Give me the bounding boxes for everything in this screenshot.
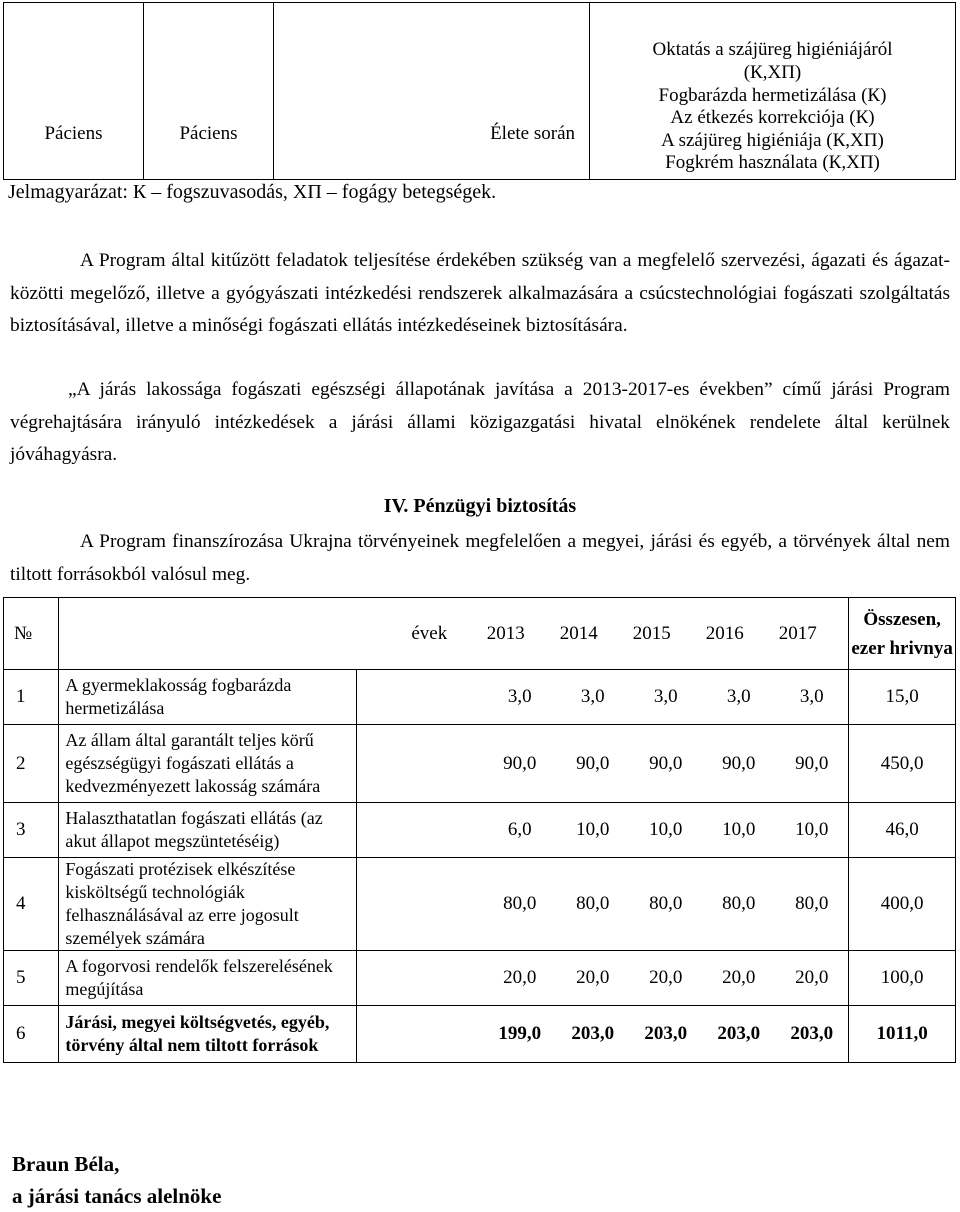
patient-label-1: Páciens	[44, 123, 103, 144]
row-number: 1	[4, 670, 59, 725]
measure-item: A szájüreg higiéniája (К,ХП)	[661, 129, 884, 151]
table-row	[4, 951, 956, 1006]
row-value: 3,0	[580, 686, 605, 707]
budget-table	[3, 597, 956, 1063]
signature-block	[12, 1148, 221, 1212]
section-heading: IV. Pénzügyi biztosítás	[383, 495, 577, 517]
paragraph-program-approval	[10, 374, 950, 472]
period-label: Élete során	[490, 123, 575, 144]
row-number: 6	[4, 1006, 59, 1063]
row-value: 3,0	[726, 686, 751, 707]
paragraph-text: A Program által kitűzött feladatok teljesítése érdekében szükség van a megfelelő szervezési, ágazati és ágazat-közötti megelőző, illetve a gyógyászati intézkedési rendszerek alkalmazására a csúcstechnológiai fogászati szolgáltatás biztosításával, illetve a minőségi fogászati ellátás intézkedéseinek biztosítására.	[10, 250, 950, 336]
budget-header-row	[4, 598, 956, 670]
row-value: 10,0	[795, 819, 829, 840]
row-value: 90,0	[795, 752, 829, 774]
measure-item: Az étkezés korrekciója (К)	[670, 107, 875, 129]
row-value: 20,0	[649, 967, 683, 988]
patient-cell-2	[144, 3, 274, 180]
row-value: 6,0	[507, 819, 532, 840]
row-description: Az állam által garantált teljes körű egészségügyi fogászati ellátás a kedvezményezett lakosság számára	[59, 725, 357, 803]
row-value: 199,0	[498, 1023, 542, 1044]
row-value: 20,0	[722, 967, 756, 988]
table-row-sources	[4, 1006, 956, 1063]
header-total: Összesen, ezer hrivnya	[849, 598, 956, 670]
measure-item: (К,ХП)	[743, 62, 802, 84]
row-value: 20,0	[576, 967, 610, 988]
row-value: 80,0	[576, 893, 610, 914]
row-description: Járási, megyei költségvetés, egyéb, törvény által nem tiltott források	[59, 1006, 357, 1063]
row-values	[357, 1006, 849, 1063]
measures-cell	[590, 3, 956, 180]
patient-cell-1	[4, 3, 144, 180]
table-row	[4, 725, 956, 803]
header-year: 2014	[559, 622, 598, 644]
header-years	[59, 598, 849, 670]
row-values	[357, 670, 849, 725]
header-year: 2013	[486, 622, 525, 644]
table-row	[4, 858, 956, 951]
row-total: 100,0	[849, 951, 956, 1006]
row-value: 10,0	[722, 819, 756, 840]
measure-item: Oktatás a szájüreg higiéniájáról	[652, 39, 893, 61]
signer-name: Braun Béla,	[12, 1152, 120, 1176]
row-description: A gyermeklakosság fogbarázda hermetizálása	[59, 670, 357, 725]
row-number: 5	[4, 951, 59, 1006]
row-total: 1011,0	[849, 1006, 956, 1063]
measures-table-fragment	[3, 2, 956, 180]
header-years-label: évek	[411, 622, 448, 644]
header-year: 2017	[778, 622, 817, 644]
row-value: 203,0	[717, 1023, 761, 1044]
header-year: 2015	[632, 622, 671, 644]
patient-label-2: Páciens	[179, 123, 238, 144]
row-total: 400,0	[849, 858, 956, 951]
row-value: 90,0	[649, 752, 683, 774]
paragraph-financing	[10, 526, 950, 591]
row-values	[357, 803, 849, 858]
period-cell	[274, 3, 590, 180]
row-value: 90,0	[722, 752, 756, 774]
row-total: 15,0	[849, 670, 956, 725]
measure-item: Fogkrém használata (К,ХП)	[665, 152, 880, 174]
row-description: Halaszthatatlan fogászati ellátás (az akut állapot megszüntetéséig)	[59, 803, 357, 858]
row-total: 450,0	[849, 725, 956, 803]
row-number: 2	[4, 725, 59, 803]
row-value: 10,0	[649, 819, 683, 840]
row-value: 3,0	[653, 686, 678, 707]
row-values	[357, 951, 849, 1006]
measures-row	[4, 3, 956, 180]
measure-item: Fogbarázda hermetizálása (К)	[658, 84, 887, 106]
row-number: 4	[4, 858, 59, 951]
table-row	[4, 803, 956, 858]
paragraph-program-tasks	[10, 245, 950, 343]
header-number: №	[4, 598, 59, 670]
row-value: 90,0	[503, 752, 537, 774]
row-value: 203,0	[790, 1023, 834, 1044]
row-value: 90,0	[576, 752, 610, 774]
row-value: 10,0	[576, 819, 610, 840]
row-value: 203,0	[571, 1023, 615, 1044]
row-value: 80,0	[795, 893, 829, 914]
legend-text: Jelmagyarázat: К – fogszuvasodás, ХП – fogágy betegségek.	[8, 181, 497, 203]
signer-title: a járási tanács alelnöke	[12, 1184, 222, 1208]
row-description: Fogászati protézisek elkészítése kisköltségű technológiák felhasználásával az erre jogosult személyek számára	[59, 858, 357, 951]
row-value: 20,0	[795, 967, 829, 988]
row-description: A fogorvosi rendelők felszerelésének megújítása	[59, 951, 357, 1006]
row-value: 203,0	[644, 1023, 688, 1044]
row-value: 80,0	[722, 893, 756, 914]
paragraph-text: „A járás lakossága fogászati egészségi állapotának javítása a 2013-2017-es években” című járási Program végrehajtására irányuló intézkedések a járási állami közigazgatási hivatal elnökének rendelete által kerülnek jóváhagyásra.	[10, 379, 950, 465]
row-value: 80,0	[649, 893, 683, 914]
header-year: 2016	[705, 622, 744, 644]
measures-list	[590, 36, 955, 179]
row-number: 3	[4, 803, 59, 858]
table-row	[4, 670, 956, 725]
row-value: 20,0	[503, 967, 537, 988]
row-values	[357, 858, 849, 951]
row-values	[357, 725, 849, 803]
row-value: 80,0	[503, 893, 537, 914]
row-value: 3,0	[799, 686, 824, 707]
row-total: 46,0	[849, 803, 956, 858]
paragraph-text: A Program finanszírozása Ukrajna törvényeinek megfelelően a megyei, járási és egyéb, a törvények által nem tiltott forrásokból valósul meg.	[10, 531, 950, 585]
row-value: 3,0	[507, 686, 532, 707]
